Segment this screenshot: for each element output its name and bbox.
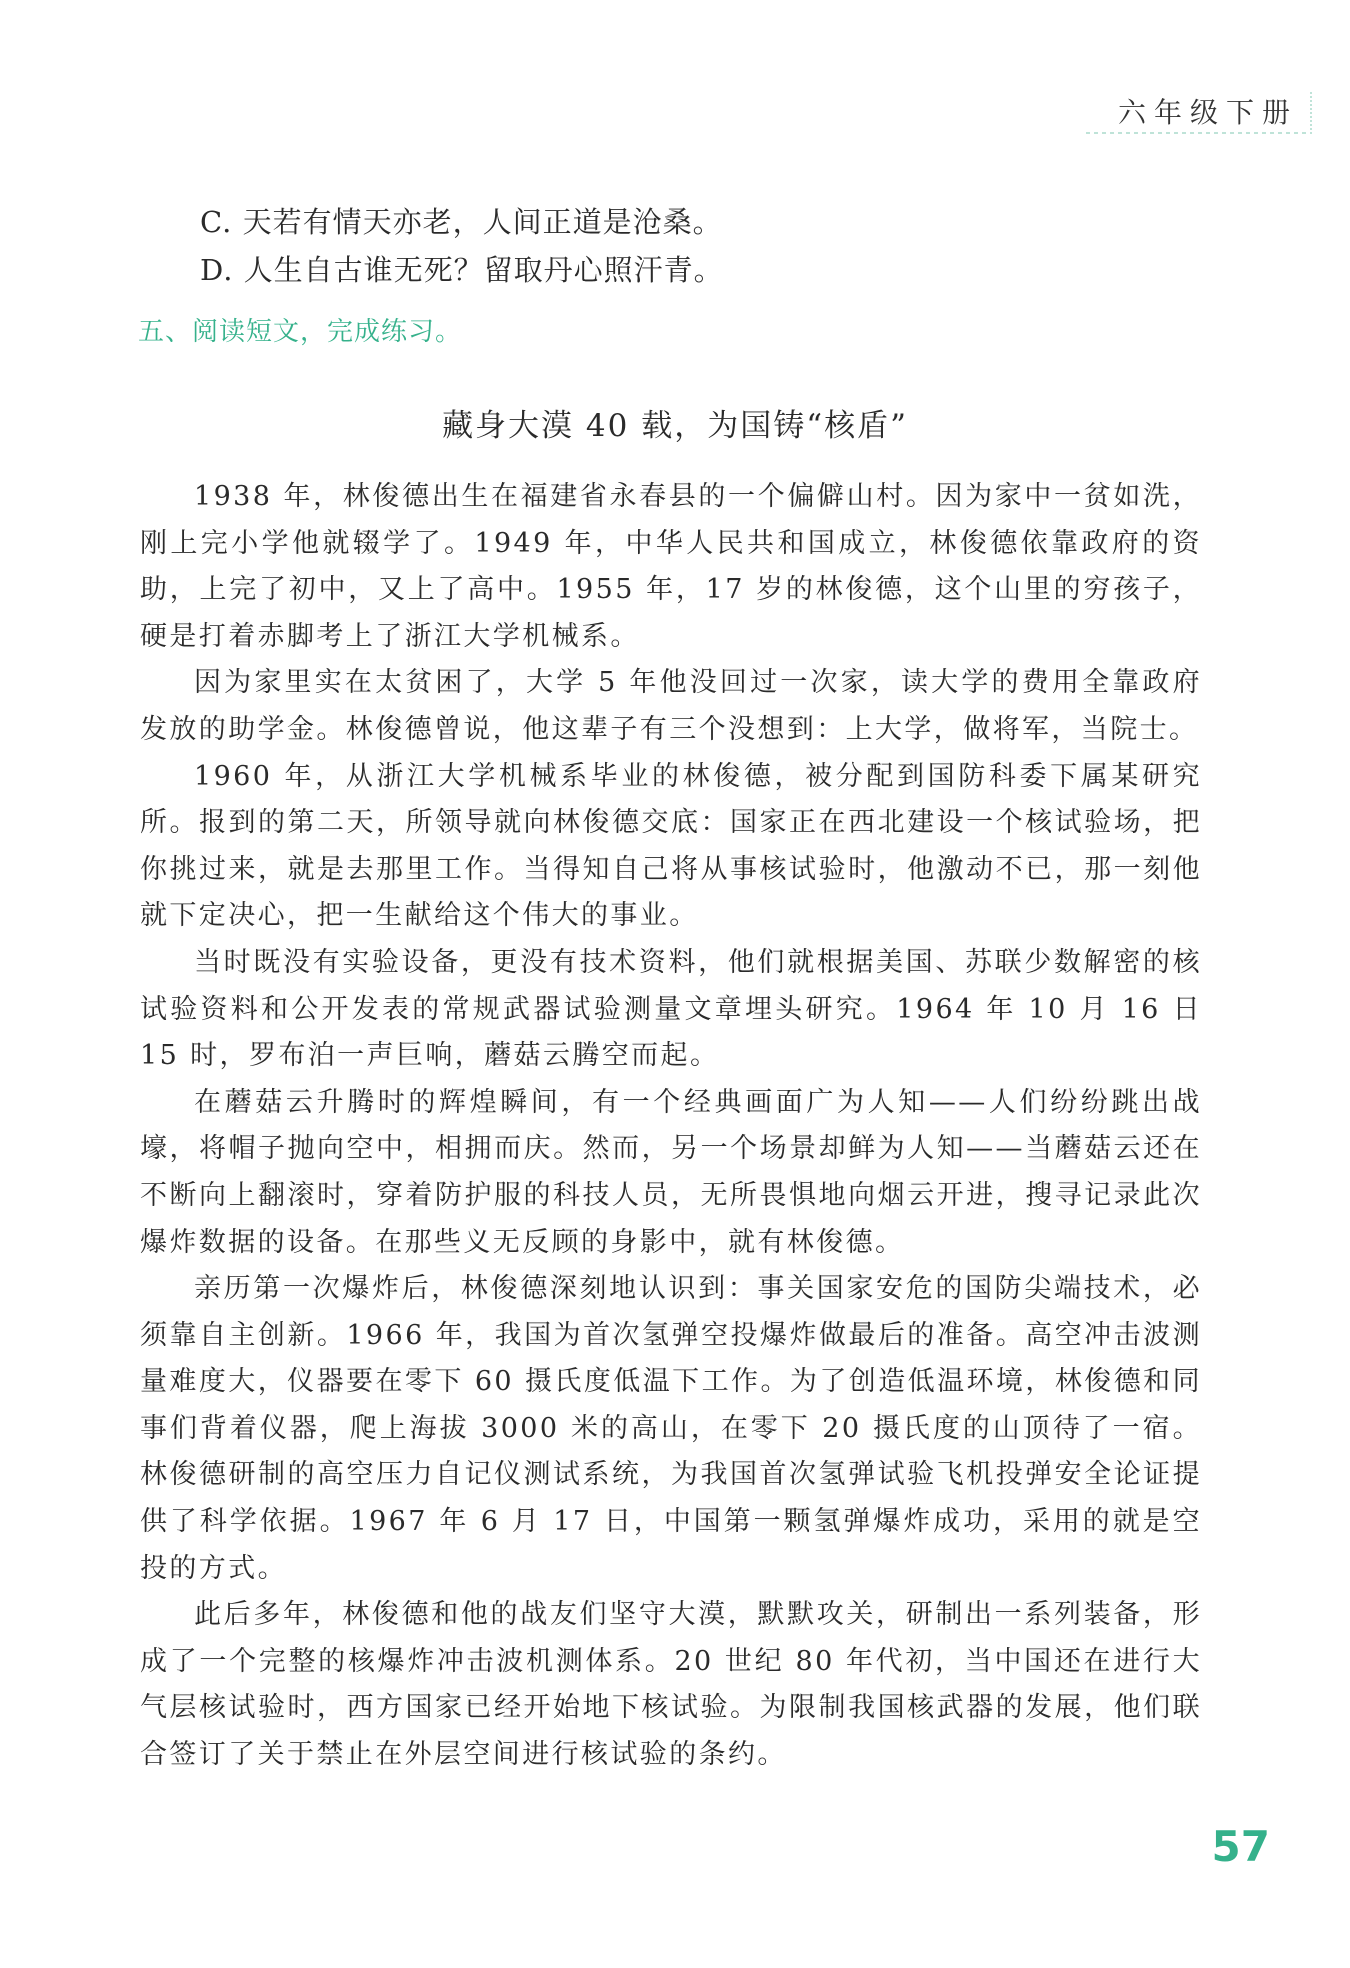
option-d: D. 人生自古谁无死？留取丹心照汗青。 [200, 253, 724, 287]
article-paragraph: 1938 年，林俊德出生在福建省永春县的一个偏僻山村。因为家中一贫如洗，刚上完小学他就辍学了。1949 年，中华人民共和国成立，林俊德依靠政府的资助，上完了初中，又上了高中。1955 年，17 岁的林俊德，这个山里的穷孩子，硬是打着赤脚考上了浙江大学机械系。 [140, 481, 1202, 652]
article-body [140, 474, 1202, 1779]
article-paragraph: 1960 年，从浙江大学机械系毕业的林俊德，被分配到国防科委下属某研究所。报到的第二天，所领导就向林俊德交底：国家正在西北建设一个核试验场，把你挑过来，就是去那里工作。当得知自己将从事核试验时，他激动不已，那一刻他就下定决心，把一生献给这个伟大的事业。 [140, 760, 1202, 932]
article-paragraph: 在蘑菇云升腾时的辉煌瞬间，有一个经典画面广为人知——人们纷纷跳出战壕，将帽子抛向空中，相拥而庆。然而，另一个场景却鲜为人知——当蘑菇云还在不断向上翻滚时，穿着防护服的科技人员，无所畏惧地向烟云开进，搜寻记录此次爆炸数据的设备。在那些义无反顾的身影中，就有林俊德。 [140, 1086, 1202, 1258]
article-paragraph: 此后多年，林俊德和他的战友们坚守大漠，默默攻关，研制出一系列装备，形成了一个完整的核爆炸冲击波机测体系。20 世纪 80 年代初，当中国还在进行大气层核试验时，西方国家已经开始地下核试验。为限制我国核武器的发展，他们联合签订了关于禁止在外层空间进行核试验的条约。 [140, 1599, 1202, 1771]
grade-label: 六年级下册 [1086, 92, 1312, 134]
section-heading: 五、阅读短文，完成练习。 [138, 317, 463, 347]
option-c: C. 天若有情天亦老，人间正道是沧桑。 [200, 205, 723, 239]
answer-options [200, 198, 1200, 294]
article-paragraph: 因为家里实在太贫困了，大学 5 年他没回过一次家，读大学的费用全靠政府发放的助学金。林俊德曾说，他这辈子有三个没想到：上大学，做将军，当院士。 [140, 667, 1202, 745]
article-title: 藏身大漠 40 载，为国铸“核盾” [442, 408, 908, 444]
article-paragraph: 亲历第一次爆炸后，林俊德深刻地认识到：事关国家安危的国防尖端技术，必须靠自主创新。1966 年，我国为首次氢弹空投爆炸做最后的准备。高空冲击波测量难度大，仪器要在零下 60 摄氏度低温下工作。为了创造低温环境，林俊德和同事们背着仪器，爬上海拔 3000 米的高山，在零下 20 摄氏度的山顶待了一宿。林俊德研制的高空压力自记仪测试系统，为我国首次氢弹试验飞机投弹安全论证提供了科学依据。1967 年 6 月 17 日，中国第一颗氢弹爆炸成功，采用的就是空投的方式。 [140, 1273, 1202, 1584]
article-paragraph: 当时既没有实验设备，更没有技术资料，他们就根据美国、苏联少数解密的核试验资料和公开发表的常规武器试验测量文章埋头研究。1964 年 10 月 16 日 15 时，罗布泊一声巨响，蘑菇云腾空而起。 [140, 946, 1202, 1072]
page-number: 57 [1211, 1822, 1270, 1871]
